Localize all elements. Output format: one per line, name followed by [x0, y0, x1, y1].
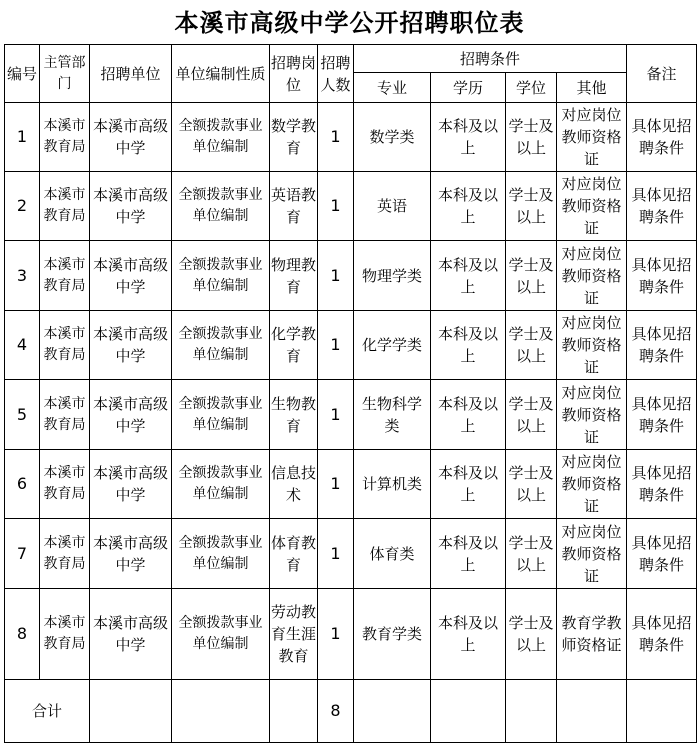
cell-post: 英语教育	[270, 172, 318, 241]
table-row	[5, 519, 697, 589]
cell-count: 1	[318, 103, 354, 172]
cell-no: 6	[5, 450, 40, 519]
cell-remark: 具体见招聘条件	[627, 103, 697, 172]
cell-other: 对应岗位教师资格证	[557, 380, 627, 450]
cell-major: 化学学类	[354, 311, 431, 380]
cell-unit: 本溪市高级中学	[90, 589, 172, 680]
cell-nature: 全额拨款事业单位编制	[172, 589, 270, 680]
cell-dept: 本溪市教育局	[40, 450, 90, 519]
cell-degree: 学士及以上	[506, 103, 557, 172]
header-major: 专业	[354, 73, 431, 103]
cell-no: 7	[5, 519, 40, 589]
cell-degree: 学士及以上	[506, 380, 557, 450]
cell-unit: 本溪市高级中学	[90, 311, 172, 380]
cell-edu: 本科及以上	[431, 311, 506, 380]
cell-remark: 具体见招聘条件	[627, 450, 697, 519]
table-row	[5, 450, 697, 519]
cell-major: 教育学类	[354, 589, 431, 680]
cell-other: 对应岗位教师资格证	[557, 172, 627, 241]
cell-major: 计算机类	[354, 450, 431, 519]
header-remark: 备注	[627, 45, 697, 103]
header-unit: 招聘单位	[90, 45, 172, 103]
cell-major: 英语	[354, 172, 431, 241]
cell-count: 1	[318, 380, 354, 450]
cell-dept: 本溪市教育局	[40, 172, 90, 241]
header-conditions: 招聘条件	[354, 45, 627, 73]
total-label: 合计	[5, 680, 90, 743]
cell-nature: 全额拨款事业单位编制	[172, 380, 270, 450]
cell-major: 数学类	[354, 103, 431, 172]
header-no: 编号	[5, 45, 40, 103]
cell-post: 劳动教育生涯教育	[270, 589, 318, 680]
page-title: 本溪市高级中学公开招聘职位表	[174, 9, 525, 37]
cell-no: 2	[5, 172, 40, 241]
cell-unit: 本溪市高级中学	[90, 172, 172, 241]
cell-other: 对应岗位教师资格证	[557, 311, 627, 380]
cell-no: 5	[5, 380, 40, 450]
cell-major: 物理学类	[354, 241, 431, 311]
cell-degree: 学士及以上	[506, 241, 557, 311]
cell-dept: 本溪市教育局	[40, 589, 90, 680]
cell-post: 数学教育	[270, 103, 318, 172]
table-row	[5, 172, 697, 241]
cell-post: 体育教育	[270, 519, 318, 589]
cell-edu: 本科及以上	[431, 103, 506, 172]
cell-count: 1	[318, 450, 354, 519]
cell-unit: 本溪市高级中学	[90, 241, 172, 311]
cell-degree: 学士及以上	[506, 172, 557, 241]
cell-remark: 具体见招聘条件	[627, 380, 697, 450]
cell-degree: 学士及以上	[506, 589, 557, 680]
cell-nature: 全额拨款事业单位编制	[172, 172, 270, 241]
total-count: 8	[318, 680, 354, 743]
total-empty-cell	[270, 680, 318, 743]
total-empty-cell	[354, 680, 431, 743]
cell-count: 1	[318, 311, 354, 380]
cell-post: 信息技术	[270, 450, 318, 519]
cell-edu: 本科及以上	[431, 172, 506, 241]
cell-nature: 全额拨款事业单位编制	[172, 241, 270, 311]
cell-edu: 本科及以上	[431, 241, 506, 311]
total-empty-cell	[172, 680, 270, 743]
cell-count: 1	[318, 519, 354, 589]
cell-dept: 本溪市教育局	[40, 241, 90, 311]
cell-dept: 本溪市教育局	[40, 519, 90, 589]
cell-remark: 具体见招聘条件	[627, 519, 697, 589]
cell-count: 1	[318, 172, 354, 241]
cell-degree: 学士及以上	[506, 519, 557, 589]
header-count: 招聘人数	[318, 45, 354, 103]
cell-edu: 本科及以上	[431, 519, 506, 589]
cell-other: 对应岗位教师资格证	[557, 241, 627, 311]
total-row	[5, 680, 697, 743]
table-row	[5, 241, 697, 311]
table-row	[5, 311, 697, 380]
cell-post: 化学教育	[270, 311, 318, 380]
cell-count: 1	[318, 241, 354, 311]
cell-nature: 全额拨款事业单位编制	[172, 311, 270, 380]
header-nature: 单位编制性质	[172, 45, 270, 103]
total-empty-cell	[90, 680, 172, 743]
cell-major: 生物科学类	[354, 380, 431, 450]
cell-unit: 本溪市高级中学	[90, 380, 172, 450]
cell-remark: 具体见招聘条件	[627, 241, 697, 311]
cell-major: 体育类	[354, 519, 431, 589]
cell-no: 3	[5, 241, 40, 311]
cell-other: 对应岗位教师资格证	[557, 519, 627, 589]
cell-no: 4	[5, 311, 40, 380]
cell-nature: 全额拨款事业单位编制	[172, 103, 270, 172]
cell-edu: 本科及以上	[431, 380, 506, 450]
cell-degree: 学士及以上	[506, 311, 557, 380]
header-edu: 学历	[431, 73, 506, 103]
cell-no: 1	[5, 103, 40, 172]
cell-unit: 本溪市高级中学	[90, 103, 172, 172]
cell-other: 教育学教师资格证	[557, 589, 627, 680]
header-row-1	[5, 45, 697, 73]
cell-dept: 本溪市教育局	[40, 311, 90, 380]
cell-dept: 本溪市教育局	[40, 380, 90, 450]
cell-remark: 具体见招聘条件	[627, 172, 697, 241]
cell-count: 1	[318, 589, 354, 680]
table-row	[5, 589, 697, 680]
header-dept: 主管部门	[40, 45, 90, 103]
total-empty-cell	[431, 680, 506, 743]
cell-edu: 本科及以上	[431, 589, 506, 680]
cell-edu: 本科及以上	[431, 450, 506, 519]
cell-nature: 全额拨款事业单位编制	[172, 519, 270, 589]
recruitment-table	[4, 44, 697, 743]
cell-no: 8	[5, 589, 40, 680]
table-row	[5, 103, 697, 172]
cell-other: 对应岗位教师资格证	[557, 103, 627, 172]
cell-post: 生物教育	[270, 380, 318, 450]
bottom-edge	[0, 738, 699, 745]
table-row	[5, 380, 697, 450]
cell-unit: 本溪市高级中学	[90, 450, 172, 519]
header-post: 招聘岗位	[270, 45, 318, 103]
cell-nature: 全额拨款事业单位编制	[172, 450, 270, 519]
cell-post: 物理教育	[270, 241, 318, 311]
header-other: 其他	[557, 73, 627, 103]
total-empty-cell	[557, 680, 627, 743]
cell-remark: 具体见招聘条件	[627, 311, 697, 380]
cell-remark: 具体见招聘条件	[627, 589, 697, 680]
cell-degree: 学士及以上	[506, 450, 557, 519]
total-empty-cell	[506, 680, 557, 743]
cell-other: 对应岗位教师资格证	[557, 450, 627, 519]
cell-unit: 本溪市高级中学	[90, 519, 172, 589]
cell-dept: 本溪市教育局	[40, 103, 90, 172]
header-degree: 学位	[506, 73, 557, 103]
total-empty-cell	[627, 680, 697, 743]
